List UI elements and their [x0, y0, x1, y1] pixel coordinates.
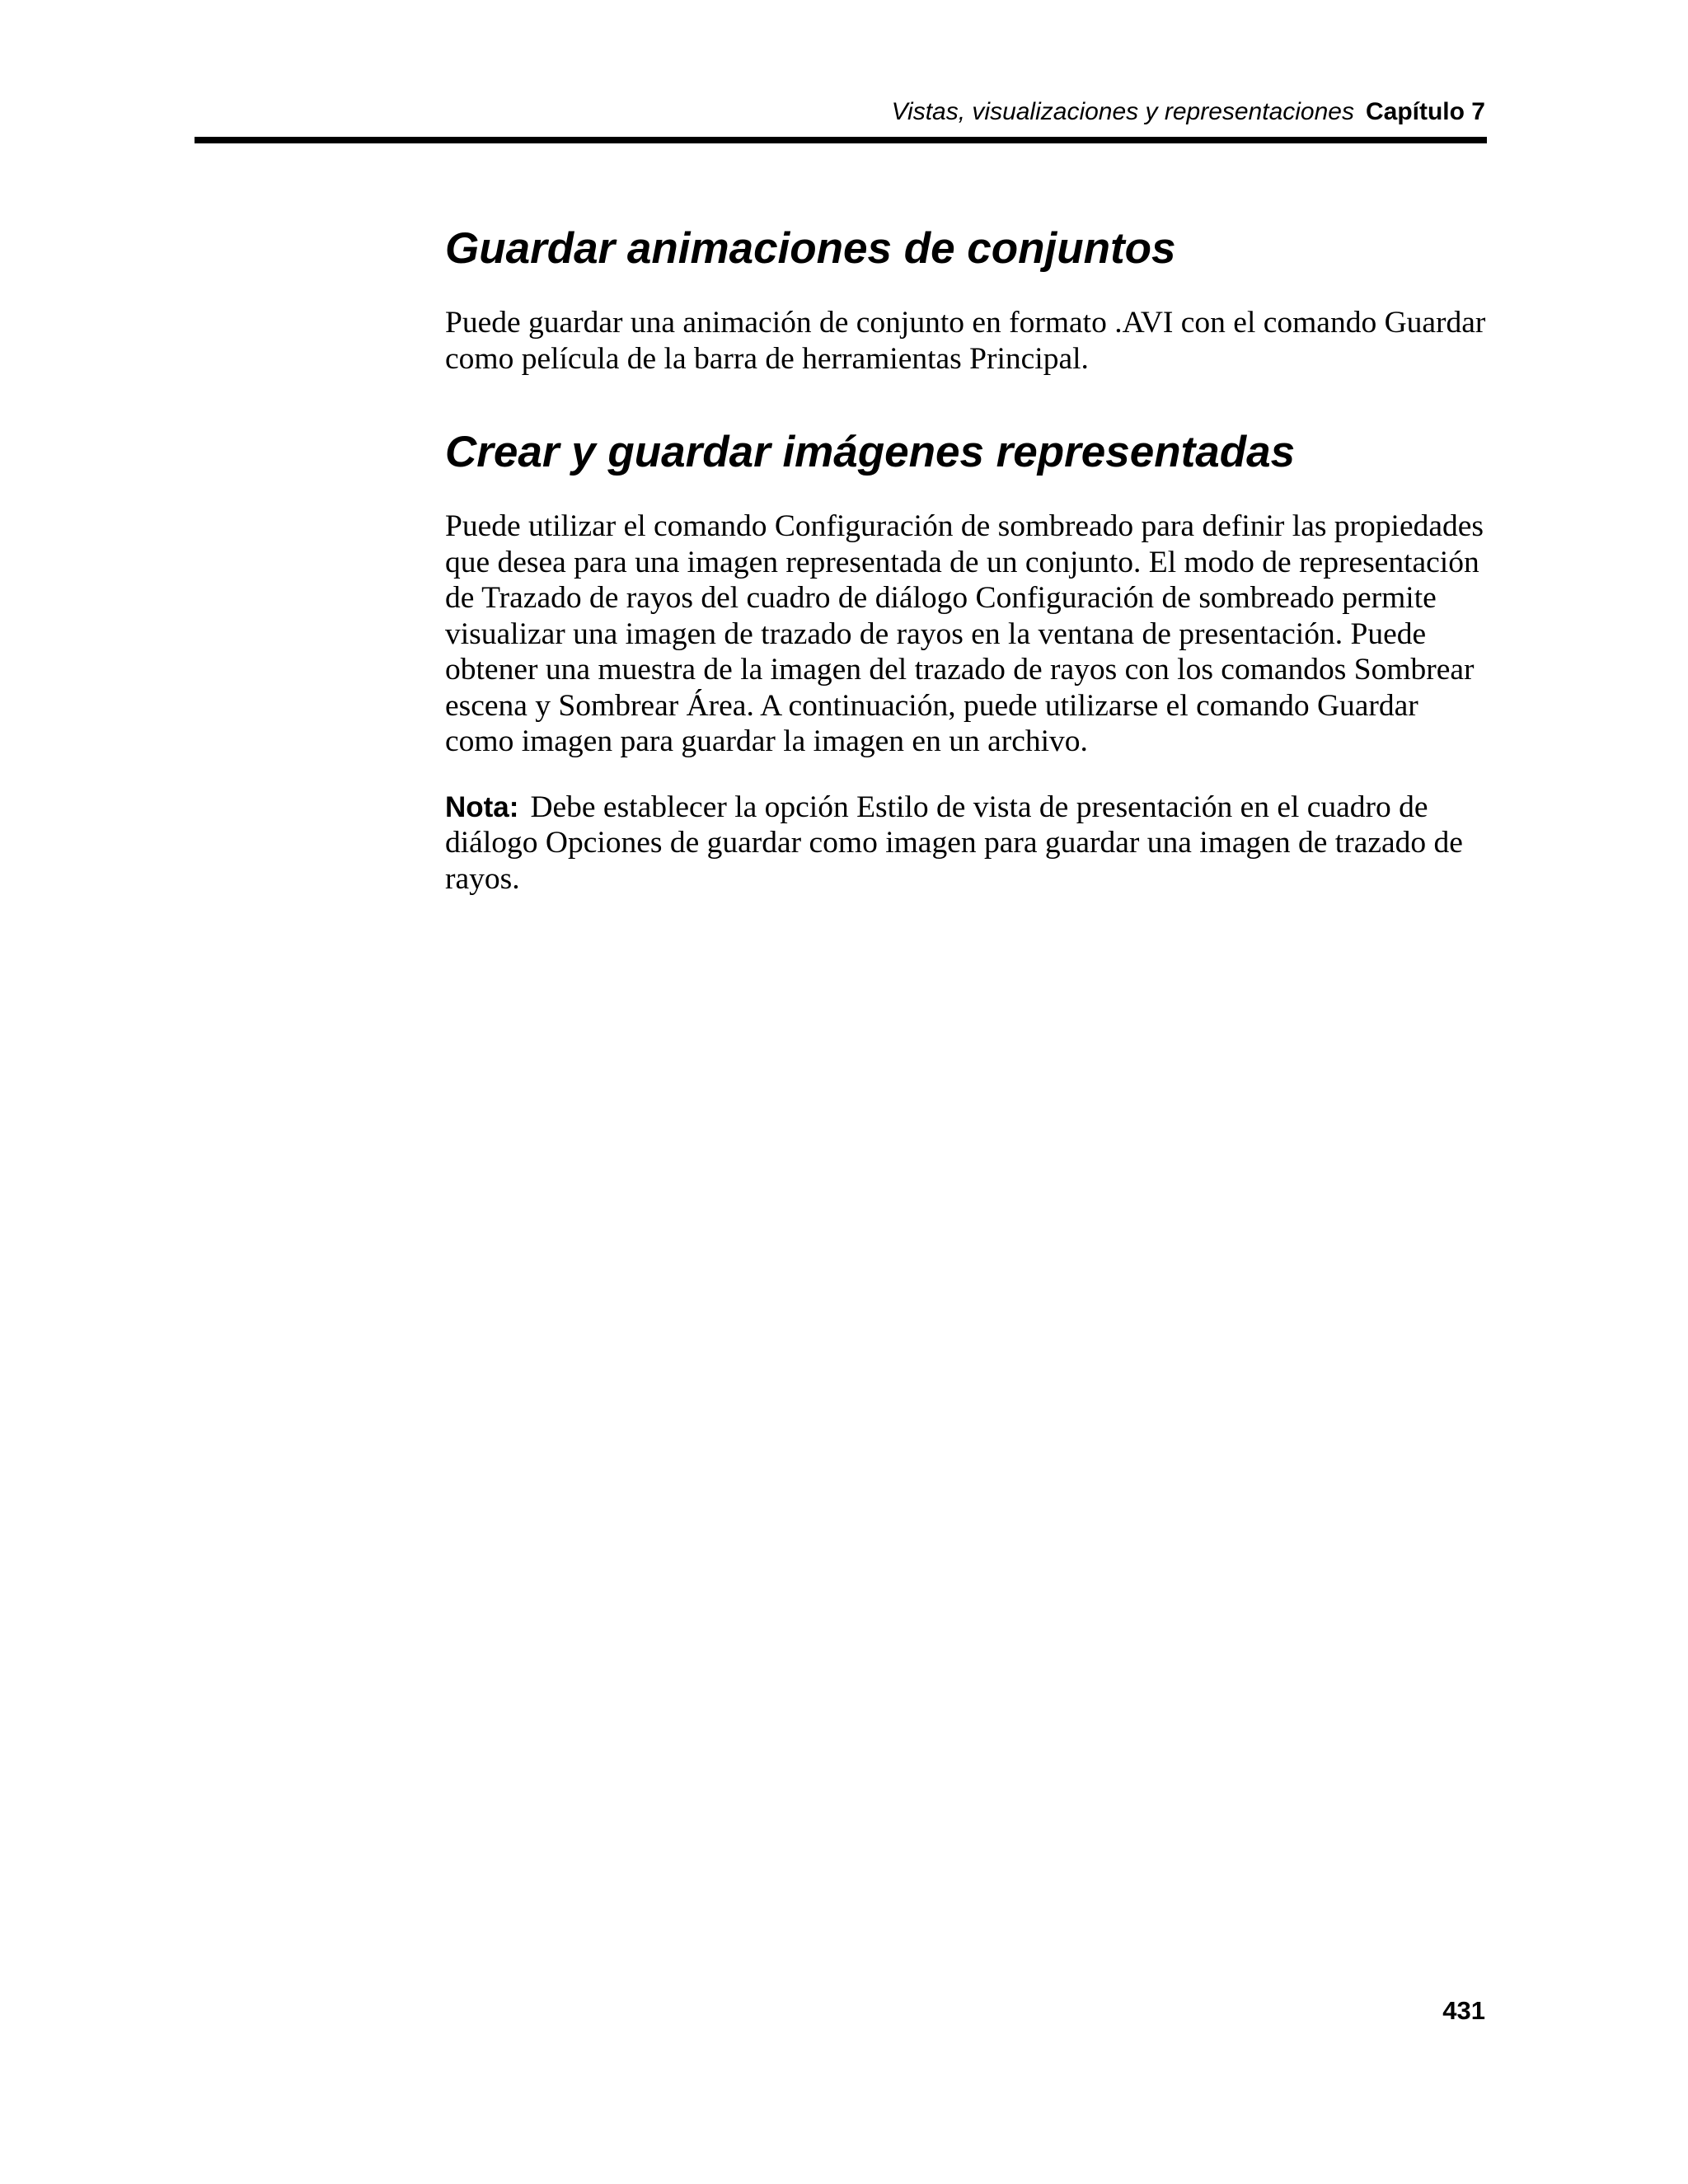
note-label: Nota:	[445, 790, 519, 823]
page-number: 431	[1442, 1996, 1485, 2025]
page-body	[445, 223, 1492, 897]
running-header-section-title: Vistas, visualizaciones y representaciones	[891, 98, 1354, 125]
running-header-chapter: Capítulo 7	[1365, 98, 1485, 125]
note-text: Debe establecer la opción Estilo de vista de presentación en el cuadro de diálogo Opciones de guardar como imagen para guardar una imagen de trazado de rayos.	[445, 790, 1463, 896]
header-rule	[195, 137, 1487, 143]
section-paragraph-save-animations: Puede guardar una animación de conjunto en formato .AVI con el comando Guardar como película de la barra de herramientas Principal.	[445, 306, 1486, 376]
section-paragraph-rendered-images: Puede utilizar el comando Configuración de sombreado para definir las propiedades que desea para una imagen representada de un conjunto. El modo de representación de Trazado de rayos del cuadro de diálogo Configuración de sombreado permite visualizar una imagen de trazado de rayos en la ventana de presentación. Puede obtener una muestra de la imagen del trazado de rayos con los comandos Sombrear escena y Sombrear Área. A continuación, puede utilizarse el comando Guardar como imagen para guardar la imagen en un archivo.	[445, 509, 1484, 758]
note-block	[445, 790, 1492, 898]
running-header	[195, 96, 1485, 129]
section-heading-rendered-images: Crear y guardar imágenes representadas	[445, 428, 1296, 476]
section-heading-save-animations: Guardar animaciones de conjuntos	[445, 224, 1176, 273]
